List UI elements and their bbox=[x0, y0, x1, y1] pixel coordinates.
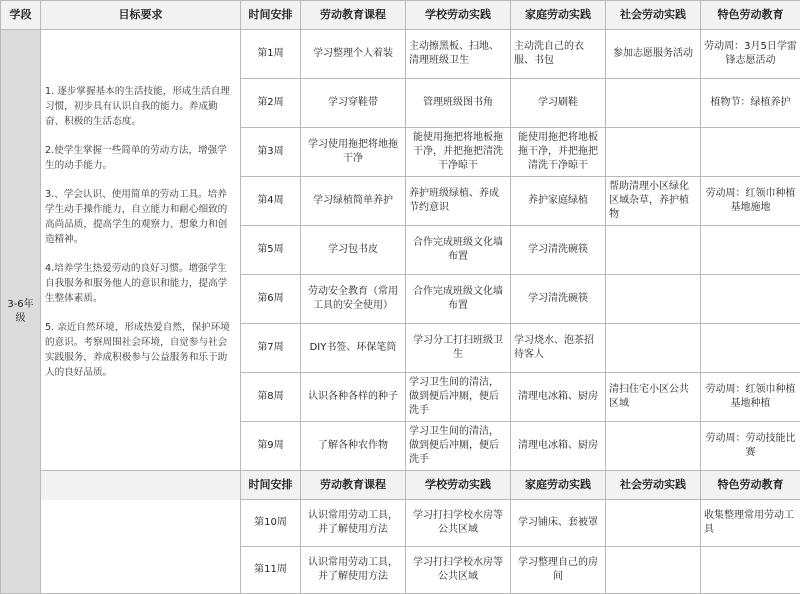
week-cell: 第1周 bbox=[241, 30, 301, 79]
course-cell: 了解各种农作物 bbox=[301, 422, 406, 471]
goal-item: 3.、学会认识、使用简单的劳动工具。培养学生动手操作能力，自立能力和耐心细致的高尚品质，提高学生的观察力、想象力和创造精神。 bbox=[45, 187, 236, 247]
special-cell: 劳动周：红领巾种植基地种植 bbox=[701, 373, 800, 422]
home-cell: 能使用拖把将地板拖干净，并把拖把清洗干净晾干 bbox=[511, 128, 606, 177]
week-cell: 第2周 bbox=[241, 79, 301, 128]
header-society: 社会劳动实践 bbox=[606, 1, 701, 30]
course-cell: 认识常用劳动工具，并了解使用方法 bbox=[301, 500, 406, 547]
school-cell: 学习卫生间的清洁，做到便后冲厕，便后洗手 bbox=[406, 422, 511, 471]
special-cell bbox=[701, 226, 800, 275]
home-cell: 学习铺床、套被罩 bbox=[511, 500, 606, 547]
week-cell: 第3周 bbox=[241, 128, 301, 177]
week-cell: 第11周 bbox=[241, 547, 301, 594]
home-cell: 学习刷鞋 bbox=[511, 79, 606, 128]
week-cell: 第5周 bbox=[241, 226, 301, 275]
society-cell: 参加志愿服务活动 bbox=[606, 30, 701, 79]
header-home: 家庭劳动实践 bbox=[511, 1, 606, 30]
home-cell: 学习清洗碗筷 bbox=[511, 275, 606, 324]
subheader-school: 学校劳动实践 bbox=[406, 471, 511, 500]
table-row bbox=[1, 30, 800, 79]
home-cell: 主动洗自己的衣服、书包 bbox=[511, 30, 606, 79]
week-cell: 第8周 bbox=[241, 373, 301, 422]
header-goals: 目标要求 bbox=[41, 1, 241, 30]
school-cell: 管理班级图书角 bbox=[406, 79, 511, 128]
school-cell: 能使用拖把将地板拖干净，并把拖把清洗干净晾干 bbox=[406, 128, 511, 177]
school-cell: 学习卫生间的清洁，做到便后冲厕，便后洗手 bbox=[406, 373, 511, 422]
course-cell: 学习包书皮 bbox=[301, 226, 406, 275]
society-cell bbox=[606, 500, 701, 547]
school-cell: 养护班级绿植、养成节约意识 bbox=[406, 177, 511, 226]
society-cell bbox=[606, 226, 701, 275]
course-cell: 学习穿鞋带 bbox=[301, 79, 406, 128]
goals-continuation bbox=[41, 547, 241, 594]
goals-continuation bbox=[41, 500, 241, 547]
header-course: 劳动教育课程 bbox=[301, 1, 406, 30]
special-cell bbox=[701, 324, 800, 373]
home-cell: 学习烧水、泡茶招待客人 bbox=[511, 324, 606, 373]
home-cell: 清理电冰箱、厨房 bbox=[511, 422, 606, 471]
special-cell bbox=[701, 547, 800, 594]
society-cell: 清扫住宅小区公共区域 bbox=[606, 373, 701, 422]
goals-cell bbox=[41, 30, 241, 471]
school-cell: 学习分工打扫班级卫生 bbox=[406, 324, 511, 373]
society-cell bbox=[606, 324, 701, 373]
special-cell: 劳动周：红领巾种植基地施地 bbox=[701, 177, 800, 226]
course-cell: 劳动安全教育（常用工具的安全使用） bbox=[301, 275, 406, 324]
week-cell: 第7周 bbox=[241, 324, 301, 373]
course-cell: 认识各种各样的种子 bbox=[301, 373, 406, 422]
society-cell bbox=[606, 422, 701, 471]
header-week: 时间安排 bbox=[241, 1, 301, 30]
school-cell: 学习打扫学校水房等公共区域 bbox=[406, 547, 511, 594]
subheader-society: 社会劳动实践 bbox=[606, 471, 701, 500]
school-cell: 合作完成班级文化墙布置 bbox=[406, 226, 511, 275]
home-cell: 清理电冰箱、厨房 bbox=[511, 373, 606, 422]
goal-item: 1. 逐步掌握基本的生活技能，形成生活自理习惯，初步具有认识自我的能力。养成勤奋、积极的生活态度。 bbox=[45, 84, 236, 129]
table-row bbox=[1, 547, 800, 594]
home-cell: 学习整理自己的房间 bbox=[511, 547, 606, 594]
week-cell: 第9周 bbox=[241, 422, 301, 471]
table-row bbox=[1, 500, 800, 547]
course-cell: 认识常用劳动工具，并了解使用方法 bbox=[301, 547, 406, 594]
home-cell: 养护家庭绿植 bbox=[511, 177, 606, 226]
subheader-row bbox=[1, 471, 800, 500]
goal-item: 5. 亲近自然环境，形成热爱自然，保护环境的意识。考察周围社会环境，自觉参与社会实践服务，养成积极参与公益服务和乐于助人的良好品质。 bbox=[45, 320, 236, 380]
course-cell: DIY书签、环保笔筒 bbox=[301, 324, 406, 373]
goals-continuation bbox=[41, 471, 241, 500]
week-cell: 第10周 bbox=[241, 500, 301, 547]
school-cell: 主动擦黑板、扫地、清理班级卫生 bbox=[406, 30, 511, 79]
subheader-special: 特色劳动教育 bbox=[701, 471, 800, 500]
special-cell: 收集整理常用劳动工具 bbox=[701, 500, 800, 547]
special-cell: 劳动周：劳动技能比赛 bbox=[701, 422, 800, 471]
special-cell: 植物节：绿植养护 bbox=[701, 79, 800, 128]
home-cell: 学习清洗碗筷 bbox=[511, 226, 606, 275]
header-school: 学校劳动实践 bbox=[406, 1, 511, 30]
society-cell bbox=[606, 79, 701, 128]
course-cell: 学习使用拖把将地拖干净 bbox=[301, 128, 406, 177]
society-cell bbox=[606, 547, 701, 594]
course-cell: 学习绿植简单养护 bbox=[301, 177, 406, 226]
goal-item: 2.使学生掌握一些简单的劳动方法，增强学生的动手能力。 bbox=[45, 143, 236, 173]
header-row bbox=[1, 1, 800, 30]
society-cell bbox=[606, 128, 701, 177]
school-cell: 学习打扫学校水房等公共区域 bbox=[406, 500, 511, 547]
week-cell: 第6周 bbox=[241, 275, 301, 324]
special-cell: 劳动周：3月5日学雷锋志愿活动 bbox=[701, 30, 800, 79]
subheader-course: 劳动教育课程 bbox=[301, 471, 406, 500]
school-cell: 合作完成班级文化墙布置 bbox=[406, 275, 511, 324]
header-stage: 学段 bbox=[1, 1, 41, 30]
special-cell bbox=[701, 275, 800, 324]
header-special: 特色劳动教育 bbox=[701, 1, 800, 30]
stage-cell: 3-6年级 bbox=[1, 30, 41, 594]
society-cell bbox=[606, 275, 701, 324]
subheader-home: 家庭劳动实践 bbox=[511, 471, 606, 500]
week-cell: 第4周 bbox=[241, 177, 301, 226]
goal-item: 4.培养学生热爱劳动的良好习惯。增强学生自我服务和服务他人的意识和能力，提高学生整体素质。 bbox=[45, 261, 236, 306]
course-cell: 学习整理个人着装 bbox=[301, 30, 406, 79]
subheader-week: 时间安排 bbox=[241, 471, 301, 500]
special-cell bbox=[701, 128, 800, 177]
society-cell: 帮助清理小区绿化区域杂草，养护植物 bbox=[606, 177, 701, 226]
